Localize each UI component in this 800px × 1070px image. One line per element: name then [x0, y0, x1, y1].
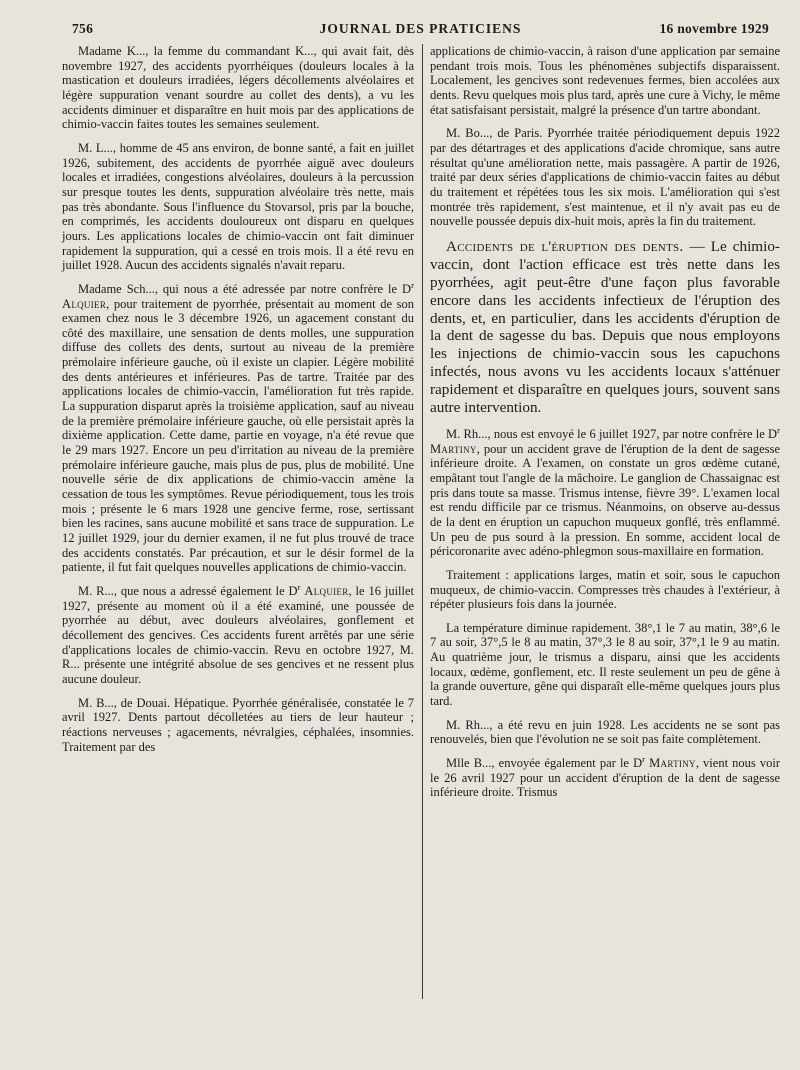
right-column	[430, 44, 780, 809]
follow-up-paragraph: M. Rh..., a été revu en juin 1928. Les accidents ne se sont pas renouvelés, bien que l'évolution ne se soit pas faite complètement.	[430, 717, 780, 747]
case-mlle-b: Mlle B..., envoyée également par le $D^r$ Martiny, vient nous voir le 26 avril 1927 pour un accident d'éruption de la dent de sagesse inférieure droite. Trismus	[430, 753, 781, 800]
left-column	[62, 44, 414, 763]
case-madame-k: Madame K..., la femme du commandant K..., qui avait fait, dès novembre 1927, des accidents pyorrhéiques (douleurs locales à la mastication et douleurs irradiées, légers décollements alvéolaires et légère suppuration venant sourdre au collet des dents), a vu les accidents diminuer et disparaître en huit mois par des applications de chimio-vaccin faites toutes les semaines seulement.	[62, 44, 414, 132]
section-eruption-accidents: Accidents de l'éruption des dents. — Le chimio-vaccin, dont l'action efficace est très nette dans les pyorrhées, agit peut-être d'une façon plus favorable encore dans les accidents infectieux de l'éruption des dents, et, en particulier, dans les accidents d'éruption de la dent de sagesse du bas. Depuis que nous employons les injections de chimio-vaccin sous les capuchons infectés, nous avons vu les accidents locaux s'atténuer rapidement et disparaître en quelques jours, souvent sans autre intervention.	[430, 237, 780, 417]
journal-title: JOURNAL DES PRATICIENS	[319, 21, 522, 36]
case-m-b-continued: applications de chimio-vaccin, à raison d'une application par semaine pendant trois mois. Tous les phénomènes subjectifs disparaissent. Localement, les gencives sont redevenues fermes, bien accolées aux dents. Revu quelques mois plus tard, après une cure à Vichy, le même état satisfaisant persistait, malgré la présence d'un tartre abondant.	[430, 44, 780, 117]
case-m-r: M. R..., que nous a adressé également le $D^r$ Alquier, le 16 juillet 1927, présente au moment où il a été examiné, une poussée de pyorrhée au début, avec douleurs alvéolaires, gonflement et décollement des gencives. Ces accidents furent arrêtés par une série d'applications locales de chimio-vaccin. Revu en octobre 1927, M. R... présente une intégrité absolue de ses gencives et ne ressent plus aucune douleur.	[62, 581, 415, 686]
case-m-l: M. L..., homme de 45 ans environ, de bonne santé, a fait en juillet 1926, subitement, des accidents de pyorrhée aiguë avec douleurs locales et irradiées, congestions alvéolaires, douleurs à la percussion sur presque toutes les dents, suppuration alvéolaire très nette, mais pas très abondante. Sous l'influence du Stovarsol, pris par la bouche, en comprimés, les accidents douloureux ont disparu en quelques jours. Les applications locales de chimio-vaccin ont fait diminuer rapidement la suppuration, qui a cessé en trois mois. Il a été revu en juillet 1928. Aucun des accidents signalés n'avait reparu.	[62, 140, 414, 273]
case-madame-sch: Madame Sch..., qui nous a été adressée par notre confrère le $D^r$ Alquier, pour traitement de pyorrhée, présentait au moment de son examen chez nous le 3 décembre 1926, un agacement constant du côté des maxillaire, une sensation de dents molles, une suppuration diffuse des collets des dents, surtout au niveau de la première prémolaire inférieure gauche, où il existe un clapier. Légère mobilité des dents antérieures et inférieures. Pas de tartre. Traitée par des applications locales de chimio-vaccin, l'amélioration fut très rapide. La suppuration disparut après la troisième application, sauf au niveau de la première prémolaire inférieure gauche, où elle persistait après la dixième application. Cette dame, partie en voyage, n'a été revue que le 29 mars 1927. Encore un peu d'irritation au niveau de la première prémolaire inférieure gauche, mais plus de pus, plus de mobilité. Une nouvelle série de dix applications de chimio-vaccin amène la cessation de tous les symptômes. Revue périodiquement, tous les trois mois ; présente le 6 mars 1928 une gencive ferme, rose, sertissant bien les racines, sans aucune mobilité et sans trace de suppuration. Le 12 juillet 1929, jour du dernier examen, il ne fut plus trouvé de trace des accidents constatés. Par précaution, et sur le désir formel de la patiente, il fut fait quelques nouvelles applications de chimio-vaccin.	[62, 279, 414, 575]
section-heading: Accidents de l'éruption des dents.	[446, 237, 684, 255]
temperature-paragraph: La température diminue rapidement. 38°,1 le 7 au matin, 38°,6 le 7 au soir, 37°,5 le 8 au matin, 37°,3 le 8 au soir, 37°,1 le 9 au matin. Au quatrième jour, le trismus a disparu, ainsi que les accidents locaux, œdème, gonflement, etc. Il reste seulement un peu de gêne à la grande ouverture, gêne qui disparaît elle-même quelques jours plus tard.	[430, 620, 780, 709]
issue-date: 16 novembre 1929	[659, 21, 769, 36]
case-m-b-douai: M. B..., de Douai. Hépatique. Pyorrhée généralisée, constatée le 7 avril 1927. Dents partout décolletées au tiers de leur hauteur ; réactions nerveuses ; agacements, névralgies, céphalées, insomnies. Traitement par des	[62, 695, 414, 754]
case-m-bo: M. Bo..., de Paris. Pyorrhée traitée périodiquement depuis 1922 par des détartrages et des applications d'acide chromique, sans autre résultat qu'une amélioration nette, mais passagère. A partir de 1926, traité par deux séries d'applications de chimio-vaccin faites au début du traitement et répétées tous les six mois. L'amélioration qui s'est montrée très rapidement, s'est maintenue, et il n'y avait pas eu de nouvelle poussée depuis dix-huit mois, après la fin du traitement.	[430, 126, 780, 229]
treatment-paragraph: Traitement : applications larges, matin et soir, sous le capuchon muqueux, de chimio-vaccin. Compresses très chaudes à l'extérieur, à répéter plusieurs fois dans la journée.	[430, 567, 780, 612]
column-divider	[422, 44, 423, 999]
case-m-rh: M. Rh..., nous est envoyé le 6 juillet 1927, par notre confrère le $D^r$ Martiny, pour un accident grave de l'éruption de la dent de sagesse inférieure droite. A l'examen, on constate un gros œdème cutané, empâtant tout l'angle de la mâchoire. Le ganglion de Chassaignac est pris dans toute sa masse. Trismus intense, fièvre 39°. L'examen local est rendu difficile par ce trismus. Néanmoins, on observe au-dessus de la dent en éruption un capuchon muqueux gonflé, très enflammé. Un peu de pus sourd à la pression. En somme, accident local de péricoronarite avec adéno-phlegmon sous-maxillaire en formation.	[430, 424, 780, 559]
page-header	[72, 17, 769, 41]
page-number: 756	[72, 21, 94, 36]
